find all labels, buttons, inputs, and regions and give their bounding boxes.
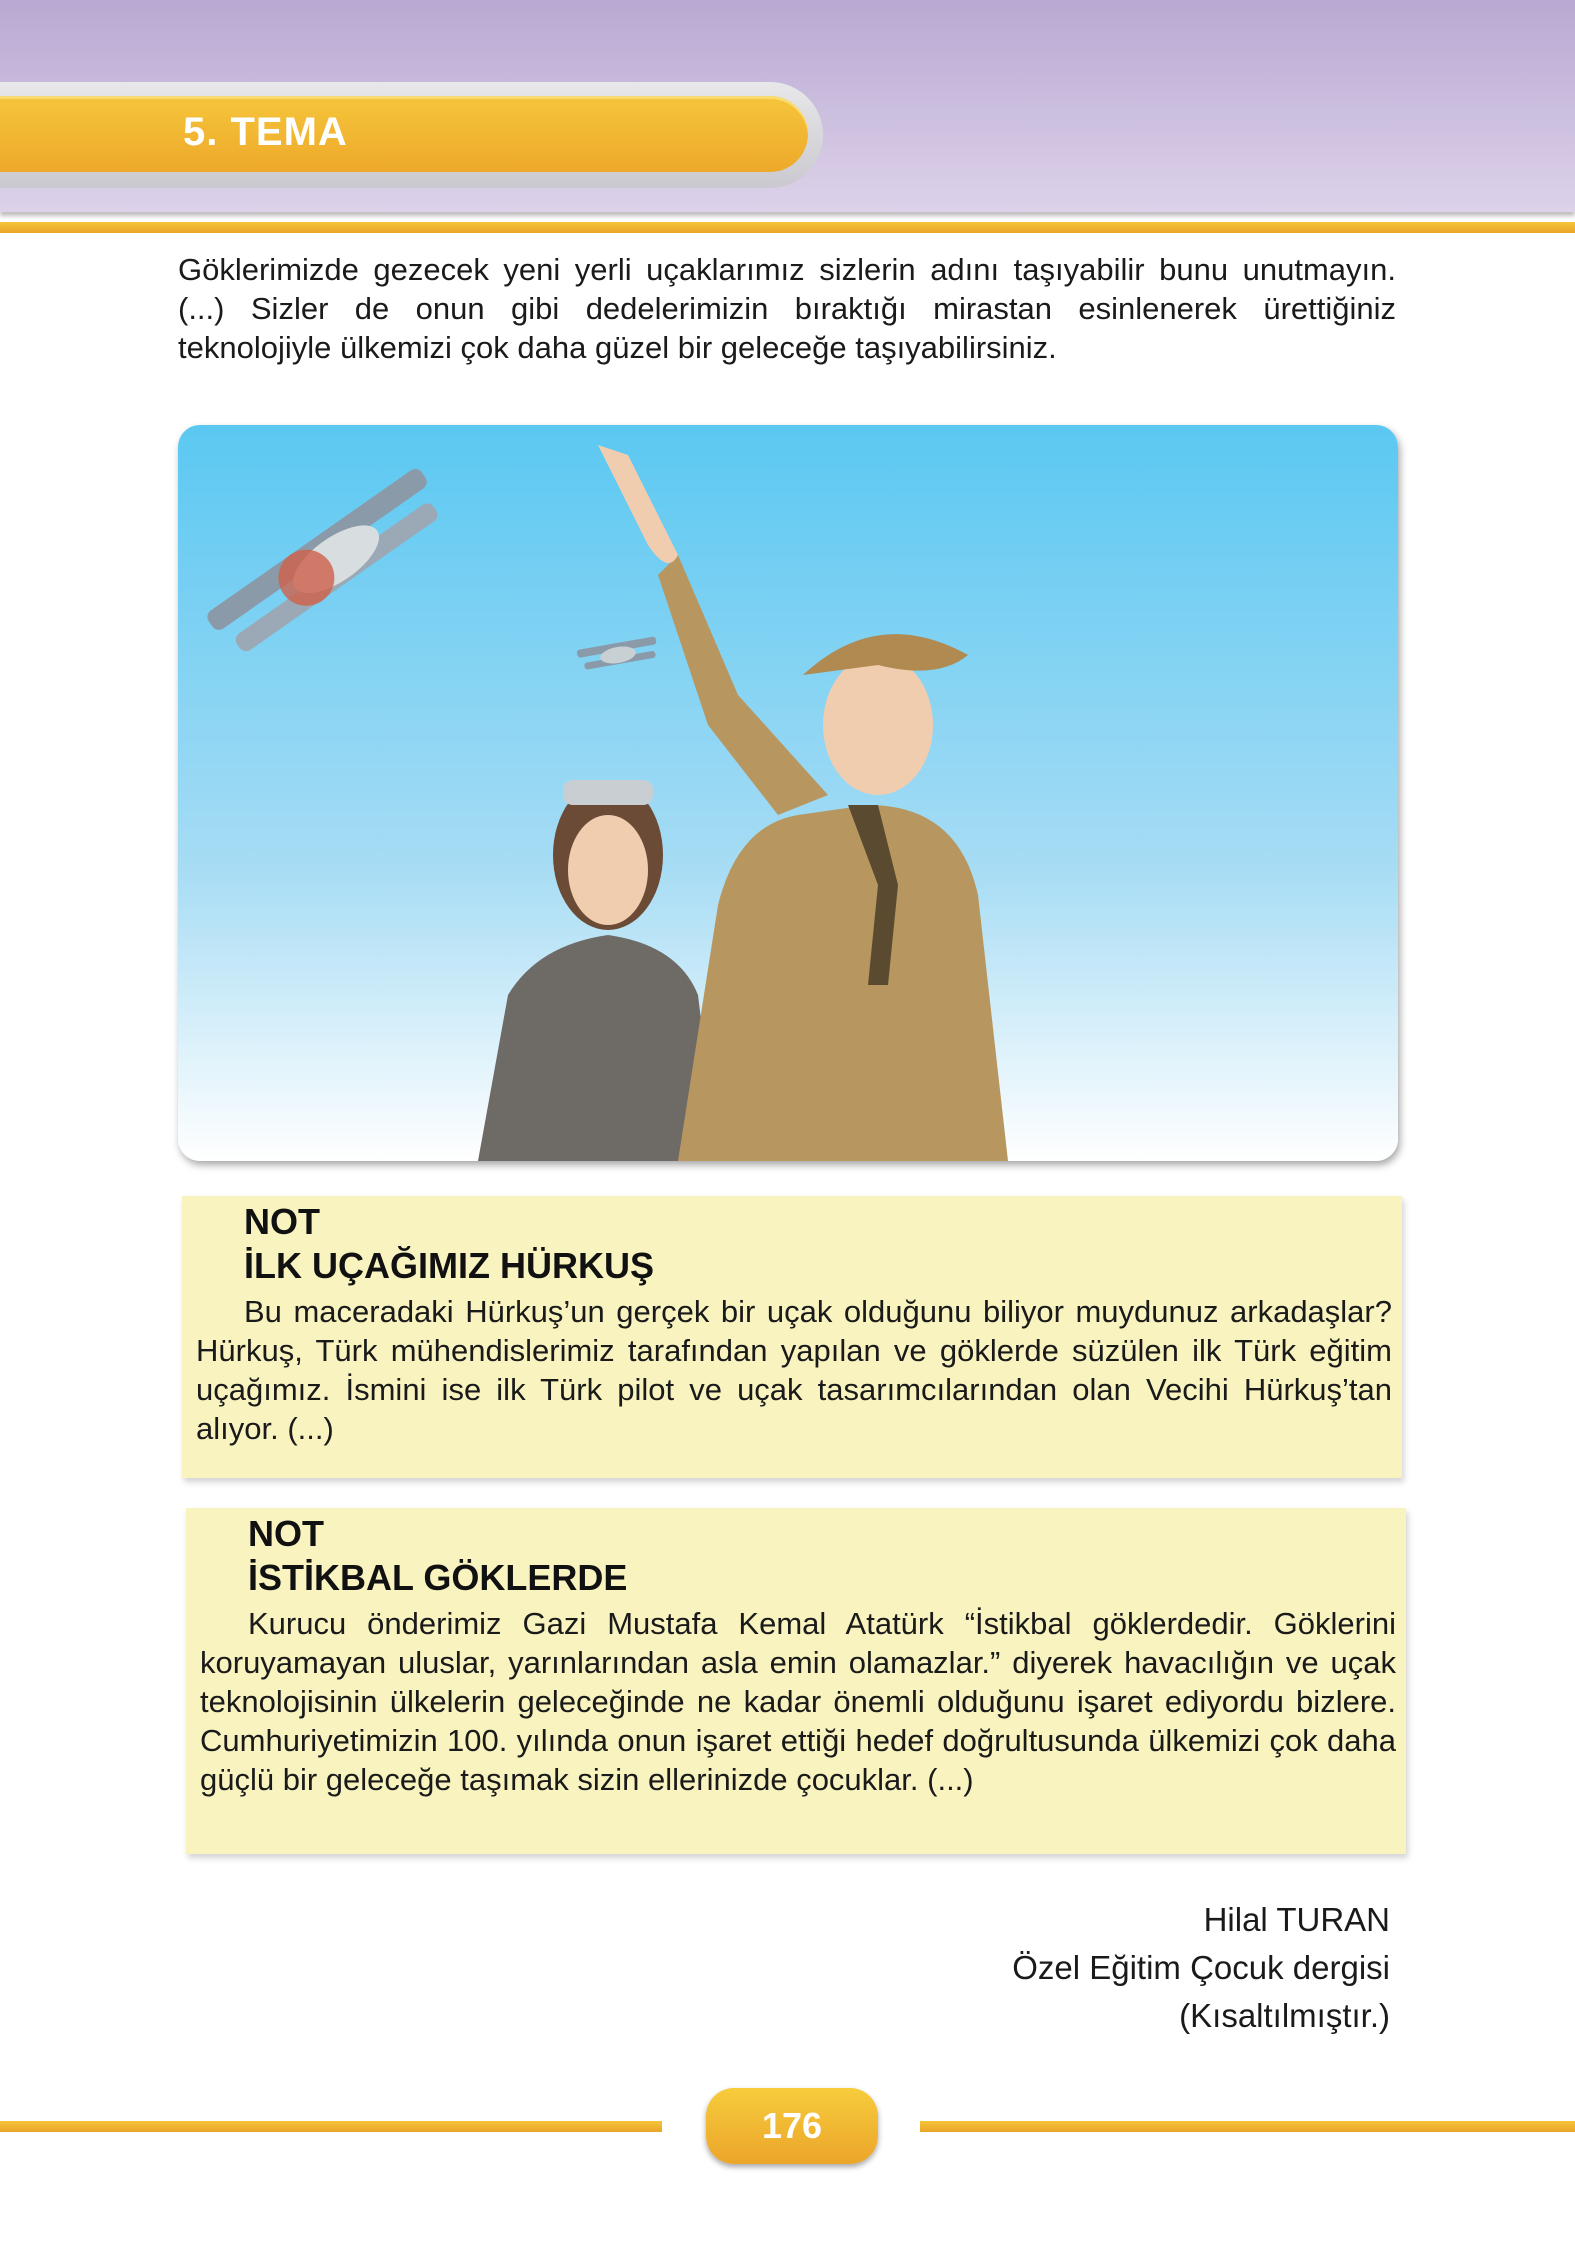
attribution-author: Hilal TURAN xyxy=(1203,1901,1390,1938)
footer-rule-right xyxy=(920,2121,1575,2132)
intro-paragraph: Göklerimizde gezecek yeni yerli uçaklarımız sizlerin adını taşıyabilir bunu unutmayın. (...) Sizler de onun gibi dedelerimizin bıraktığı mirastan esinlenerek ürettiğiniz teknolojiyle ülkemizi çok daha güzel bir geleceğe taşıyabilirsiniz. xyxy=(178,252,1396,365)
theme-tab xyxy=(0,96,808,172)
note-title: İSTİKBAL GÖKLERDE xyxy=(248,1557,628,1598)
note-box-hurkus xyxy=(182,1196,1402,1478)
attribution-note: (Kısaltılmıştır.) xyxy=(1179,1997,1390,2034)
note-label: NOT xyxy=(248,1513,324,1554)
page-number: 176 xyxy=(706,2088,878,2164)
attribution xyxy=(1012,1896,1390,2040)
footer-rule-left xyxy=(0,2121,662,2132)
note-label: NOT xyxy=(244,1201,320,1242)
attribution-source: Özel Eğitim Çocuk dergisi xyxy=(1012,1949,1390,1986)
note-title: İLK UÇAĞIMIZ HÜRKUŞ xyxy=(244,1245,654,1286)
header-divider xyxy=(0,222,1575,233)
illustration-aviators xyxy=(178,425,1398,1161)
theme-label: 5. TEMA xyxy=(183,110,348,154)
note-box-istikbal xyxy=(186,1508,1406,1854)
note-text: Kurucu önderimiz Gazi Mustafa Kemal Atatürk “İstikbal göklerdedir. Göklerini koruyamayan uluslar, yarınlarından asla emin olamazlar.” diyerek havacılığın ve uçak teknolojisinin ülkelerin geleceğinde ne kadar önemli olduğunu işaret ediyordu bizlere. Cumhuriyetimizin 100. yılında onun işaret ettiği hedef doğrultusunda ülkemizi çok daha güçlü bir geleceğe taşımak sizin ellerinizde çocuklar. (...) xyxy=(200,1606,1396,1797)
note-text: Bu maceradaki Hürkuş’un gerçek bir uçak olduğunu biliyor muydunuz arkadaşlar? Hürkuş, Türk mühendislerimiz tarafından yapılan ve göklerde süzülen ilk Türk eğitim uçağımız. İsmini ise ilk Türk pilot ve uçak tasarımcılarından olan Vecihi Hürkuş’tan alıyor. (...) xyxy=(196,1294,1392,1446)
